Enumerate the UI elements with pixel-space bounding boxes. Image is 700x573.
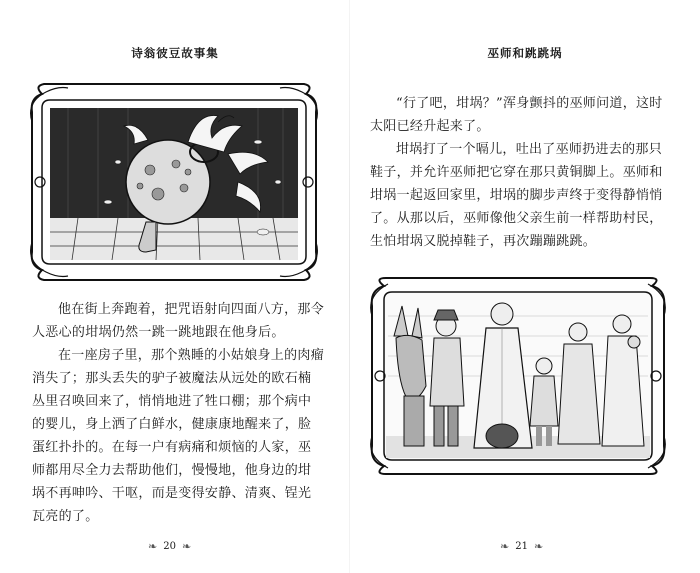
right-paragraph-2: 坩埚打了一个嗝儿，吐出了巫师扔进去的那只鞋子，并允许巫师把它穿在那只黄铜脚上。巫师和坩埚一起返回家里，坩埚的脚步声终于变得静悄悄了。从那以后，巫师像他父亲生前一样帮助村民，生怕坩埚又脱掉鞋子，再次蹦蹦跳跳。 (370, 142, 663, 249)
running-head-left: 诗翁彼豆故事集 (131, 46, 219, 60)
right-folio (500, 540, 543, 553)
ornament-left-b: ❧ (181, 540, 192, 553)
running-head-right: 巫师和跳跳埚 (487, 46, 563, 60)
left-paragraph-2: 在一座房子里，那个熟睡的小姑娘身上的肉瘤消失了；那头丢失的驴子被魔法从远处的欧石楠丛里召唤回来了，悄悄地进了牲口棚；那个病中的婴儿，身上洒了白鲜水，健康康地醒来了，脸蛋红扑扑的。在每一户有病痛和烦恼的人家，巫师都用尽全力去帮助他们，慢慢地，他身边的坩埚不再呻吟、干呕，而是变得安静、清爽、锃光瓦亮的了。 (32, 348, 325, 524)
page-number-right: 21 (515, 541, 528, 552)
ornament-right-b: ❧ (533, 540, 544, 553)
ornament-left-a: ❧ (148, 540, 158, 553)
right-body-text (370, 92, 670, 253)
ornament-right-a: ❧ (500, 540, 510, 553)
left-paragraph-1: 他在街上奔跑着，把咒语射向四面八方，那令人恶心的坩埚仍然一跳一跳地跟在他身后。 (32, 302, 325, 340)
cauldron-splashing-illustration (28, 82, 320, 282)
page-number-left: 20 (163, 541, 176, 552)
right-page (350, 0, 700, 573)
left-body-text (32, 298, 324, 528)
right-paragraph-1: “行了吧，坩埚？”浑身颤抖的巫师问道，这时太阳已经升起来了。 (370, 96, 663, 134)
villagers-with-donkey-illustration (368, 276, 668, 476)
left-folio (148, 540, 191, 553)
